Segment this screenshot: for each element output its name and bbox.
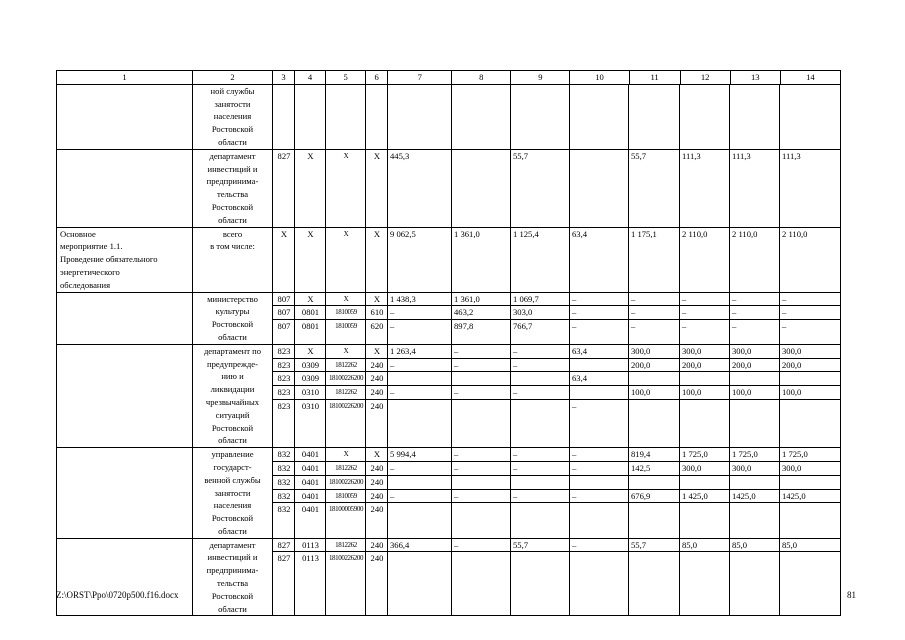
cell-col-5: Х <box>343 229 349 238</box>
cell-col-11: 55,7 <box>631 150 647 161</box>
cell-col-4: Х <box>307 293 314 304</box>
cell-col-4: 0401 <box>295 461 326 475</box>
cell-col-12: 200,0 <box>680 358 730 372</box>
cell-col-12: – <box>680 306 730 320</box>
cell-col-6: Х <box>373 345 381 356</box>
cell-col-11 <box>629 399 680 412</box>
cell-col-12: 1 725,0 <box>682 449 708 460</box>
executor-name-text: департамент инвестиций и предпринима- тельства Ростовской области <box>206 539 259 614</box>
cell-col-3: Х <box>280 228 288 239</box>
cell-col-11 <box>629 552 680 565</box>
cell-col-5: 1812262 <box>326 386 366 400</box>
cell-col-4: 0113 <box>295 552 326 565</box>
cell-col-4 <box>295 85 326 98</box>
budget-line <box>273 489 840 503</box>
column-number-10: 10 <box>570 71 629 85</box>
cell-col-6: 240 <box>366 386 388 400</box>
column-number-7: 7 <box>388 71 452 85</box>
cell-col-5: 1810059 <box>326 489 366 503</box>
cell-col-7 <box>388 552 452 565</box>
cell-col-7: 1 263,4 <box>390 345 416 356</box>
cell-col-14 <box>780 372 840 386</box>
budget-line <box>273 386 840 400</box>
cell-col-6: 240 <box>366 489 388 503</box>
cell-col-12 <box>680 475 730 489</box>
cell-col-4: 0401 <box>295 503 326 516</box>
cell-col-12: 1 425,0 <box>680 489 730 503</box>
cell-col-13 <box>730 475 780 489</box>
cell-col-7 <box>388 503 452 516</box>
cell-col-5: 1812262 <box>326 461 366 475</box>
budget-line <box>273 306 840 320</box>
cell-col-9 <box>511 503 570 516</box>
cell-col-8 <box>452 85 511 98</box>
cell-col-5: 1812262 <box>326 358 366 372</box>
cell-col-7 <box>388 399 452 412</box>
cell-col-8: – <box>454 539 459 550</box>
cell-col-3: 823 <box>273 372 295 386</box>
cell-col-8: – <box>452 461 511 475</box>
cell-col-13: 200,0 <box>730 358 780 372</box>
budget-line <box>273 150 840 163</box>
cell-col-5: 18100005900 <box>326 503 366 516</box>
column-number-row <box>57 71 841 85</box>
cell-col-13 <box>730 399 780 412</box>
cell-col-13 <box>730 503 780 516</box>
document-page <box>56 70 841 616</box>
cell-col-9: 55,7 <box>513 539 529 550</box>
cell-col-9: – <box>511 489 570 503</box>
cell-col-8: 1 361,0 <box>454 293 480 304</box>
cell-col-12: 2 110,0 <box>682 228 708 239</box>
cell-col-14 <box>780 85 840 98</box>
cell-col-14: 300,0 <box>782 345 802 356</box>
column-number-3: 3 <box>273 71 295 85</box>
executor-name <box>193 227 273 292</box>
budget-values <box>273 227 841 292</box>
cell-col-6: 240 <box>366 461 388 475</box>
cell-col-9: – <box>511 386 570 400</box>
cell-col-10 <box>570 358 629 372</box>
cell-col-11 <box>629 372 680 386</box>
cell-col-9: – <box>513 345 518 356</box>
budget-values <box>273 149 841 227</box>
cell-col-14: 111,3 <box>782 150 801 161</box>
cell-col-8 <box>452 372 511 386</box>
cell-col-5: 1812262 <box>335 540 357 549</box>
cell-col-13: – <box>730 320 780 333</box>
cell-col-8 <box>452 150 511 163</box>
budget-values <box>273 292 841 344</box>
executor-name <box>193 538 273 616</box>
cell-col-8: – <box>452 386 511 400</box>
cell-col-13: 2 110,0 <box>732 228 758 239</box>
cell-col-14: 1425,0 <box>780 489 840 503</box>
budget-values <box>273 448 841 539</box>
cell-col-4: 0801 <box>295 306 326 320</box>
executor-name-text: департамент по предупрежде- нию и ликвидации чрезвычайных ситуаций Ростовской области <box>203 345 262 446</box>
cell-col-14: 200,0 <box>780 358 840 372</box>
cell-col-11: – <box>629 306 680 320</box>
cell-col-10: 63,4 <box>572 345 588 356</box>
cell-col-6: Х <box>373 150 381 161</box>
budget-line <box>273 372 840 386</box>
cell-col-13: 111,3 <box>732 150 751 161</box>
cell-col-6 <box>366 85 388 98</box>
cell-col-10: – <box>570 306 629 320</box>
activity-name <box>57 292 193 344</box>
budget-values <box>273 344 841 447</box>
cell-col-12: – <box>680 320 730 333</box>
cell-col-8: 897,8 <box>452 320 511 333</box>
cell-col-10: 63,4 <box>572 228 588 239</box>
column-number-4: 4 <box>295 71 326 85</box>
cell-col-7 <box>388 85 452 98</box>
cell-col-6: Х <box>373 449 381 460</box>
cell-col-11 <box>629 475 680 489</box>
cell-col-6: 240 <box>370 539 384 550</box>
cell-col-7: 1 438,3 <box>390 293 416 304</box>
cell-col-10 <box>570 85 629 98</box>
cell-col-6: 240 <box>366 475 388 489</box>
cell-col-13: 300,0 <box>732 345 752 356</box>
cell-col-12: 100,0 <box>680 386 730 400</box>
budget-line <box>273 475 840 489</box>
budget-line <box>273 461 840 475</box>
cell-col-5: 18100226200 <box>326 475 366 489</box>
table-row <box>57 149 841 227</box>
cell-col-14 <box>780 399 840 412</box>
budget-line <box>273 539 840 552</box>
cell-col-14: 2 110,0 <box>782 228 808 239</box>
cell-col-12: 300,0 <box>682 345 702 356</box>
cell-col-5: 18100226200 <box>326 372 366 386</box>
cell-col-14: 100,0 <box>780 386 840 400</box>
cell-col-14: – <box>780 306 840 320</box>
cell-col-14 <box>780 552 840 565</box>
column-number-9: 9 <box>511 71 570 85</box>
cell-col-3 <box>273 85 295 98</box>
cell-col-9 <box>511 85 570 98</box>
cell-col-10: – <box>570 399 629 412</box>
executor-name <box>193 292 273 344</box>
cell-col-14: 1 725,0 <box>782 449 808 460</box>
budget-table <box>56 70 841 616</box>
cell-col-4: 0401 <box>295 475 326 489</box>
cell-col-8 <box>452 552 511 565</box>
executor-name-text: министерство культуры Ростовской области <box>207 293 258 342</box>
activity-name <box>57 84 193 149</box>
budget-line <box>273 85 840 98</box>
cell-col-3: 832 <box>273 489 295 503</box>
cell-col-3: 827 <box>277 150 291 161</box>
cell-col-9: – <box>513 449 518 460</box>
cell-col-3: 807 <box>277 293 291 304</box>
cell-col-7: 5 994,4 <box>390 449 416 460</box>
activity-name <box>57 149 193 227</box>
cell-col-4: 0310 <box>295 386 326 400</box>
cell-col-11: 142,5 <box>629 461 680 475</box>
cell-col-9: 1 125,4 <box>513 228 539 239</box>
budget-line <box>273 358 840 372</box>
cell-col-10 <box>570 475 629 489</box>
table-row <box>57 448 841 539</box>
cell-col-14 <box>780 475 840 489</box>
cell-col-4: Х <box>307 150 314 161</box>
column-number-1: 1 <box>57 71 193 85</box>
cell-col-9 <box>511 475 570 489</box>
cell-col-9: 55,7 <box>513 150 529 161</box>
page-number: 81 <box>847 590 856 600</box>
cell-col-8: – <box>452 489 511 503</box>
cell-col-10 <box>570 150 629 163</box>
cell-col-13: 100,0 <box>730 386 780 400</box>
cell-col-12: 111,3 <box>682 150 701 161</box>
cell-col-12: 85,0 <box>682 539 698 550</box>
table-row <box>57 227 841 292</box>
cell-col-4: Х <box>307 345 314 356</box>
cell-col-9 <box>511 552 570 565</box>
cell-col-12: 300,0 <box>680 461 730 475</box>
cell-col-5: 1810059 <box>326 306 366 320</box>
cell-col-3: 832 <box>277 449 291 460</box>
cell-col-10: – <box>572 539 577 550</box>
cell-col-12 <box>680 85 730 98</box>
cell-col-3: 832 <box>273 461 295 475</box>
cell-col-5: Х <box>343 151 349 160</box>
cell-col-12: – <box>682 293 687 304</box>
activity-name <box>57 344 193 447</box>
cell-col-7: – <box>388 306 452 320</box>
cell-col-4: 0401 <box>295 489 326 503</box>
cell-col-6: 240 <box>366 372 388 386</box>
cell-col-4: 0801 <box>295 320 326 333</box>
column-number-13: 13 <box>730 71 780 85</box>
column-number-2: 2 <box>193 71 273 85</box>
cell-col-9: 303,0 <box>511 306 570 320</box>
cell-col-7: – <box>388 358 452 372</box>
table-row <box>57 84 841 149</box>
executor-name <box>193 84 273 149</box>
cell-col-4: 0113 <box>302 539 319 550</box>
cell-col-10: – <box>570 461 629 475</box>
cell-col-10 <box>570 386 629 400</box>
cell-col-3: 807 <box>273 320 295 333</box>
cell-col-8 <box>452 503 511 516</box>
budget-line <box>273 345 840 358</box>
cell-col-13: 300,0 <box>730 461 780 475</box>
cell-col-10: – <box>570 320 629 333</box>
executor-name <box>193 149 273 227</box>
cell-col-14: – <box>780 320 840 333</box>
cell-col-13: – <box>730 306 780 320</box>
cell-col-8: 1 361,0 <box>454 228 480 239</box>
cell-col-6: 240 <box>366 399 388 412</box>
budget-line <box>273 503 840 516</box>
budget-line <box>273 320 840 333</box>
cell-col-5: Х <box>343 346 349 355</box>
cell-col-11: 100,0 <box>629 386 680 400</box>
column-number-14: 14 <box>780 71 840 85</box>
executor-name <box>193 344 273 447</box>
cell-col-3: 823 <box>273 386 295 400</box>
cell-col-14: 85,0 <box>782 539 798 550</box>
column-number-6: 6 <box>366 71 388 85</box>
cell-col-13: 85,0 <box>732 539 748 550</box>
cell-col-12 <box>680 399 730 412</box>
table-row <box>57 538 841 616</box>
cell-col-10 <box>570 552 629 565</box>
cell-col-13: 1 725,0 <box>732 449 758 460</box>
cell-col-6: Х <box>373 293 381 304</box>
executor-name-text: управление государст- венной службы занятости населения Ростовской области <box>204 449 261 536</box>
cell-col-6: 620 <box>366 320 388 333</box>
column-number-5: 5 <box>326 71 366 85</box>
cell-col-8: – <box>454 449 459 460</box>
cell-col-10: – <box>570 489 629 503</box>
cell-col-12 <box>680 552 730 565</box>
column-number-11: 11 <box>629 71 680 85</box>
cell-col-6: 610 <box>366 306 388 320</box>
budget-line <box>273 552 840 565</box>
cell-col-8 <box>452 399 511 412</box>
cell-col-13 <box>730 85 780 98</box>
activity-name <box>57 227 193 292</box>
cell-col-11: 819,4 <box>631 449 651 460</box>
activity-name <box>57 448 193 539</box>
cell-col-7: – <box>388 489 452 503</box>
cell-col-4: 0310 <box>295 399 326 412</box>
cell-col-5: 18100226200 <box>326 552 366 565</box>
cell-col-11: – <box>629 320 680 333</box>
cell-col-9: 1 069,7 <box>513 293 539 304</box>
cell-col-3: 823 <box>277 345 291 356</box>
cell-col-7 <box>388 475 452 489</box>
cell-col-13 <box>730 372 780 386</box>
cell-col-5: 18100226200 <box>326 399 366 412</box>
cell-col-3: 827 <box>273 552 295 565</box>
cell-col-8: – <box>452 358 511 372</box>
cell-col-14: – <box>782 293 787 304</box>
cell-col-10: – <box>572 449 577 460</box>
cell-col-11: 300,0 <box>631 345 651 356</box>
cell-col-5: Х <box>343 294 349 303</box>
cell-col-8 <box>452 475 511 489</box>
budget-values <box>273 538 841 616</box>
cell-col-3: 807 <box>273 306 295 320</box>
cell-col-6: 240 <box>366 552 388 565</box>
cell-col-9: 766,7 <box>511 320 570 333</box>
cell-col-11: – <box>631 293 636 304</box>
cell-col-7: – <box>388 320 452 333</box>
executor-name <box>193 448 273 539</box>
column-number-8: 8 <box>452 71 511 85</box>
cell-col-11 <box>629 503 680 516</box>
activity-name-text: Основное мероприятие 1.1. Проведение обязательного энергетического обследования <box>60 228 158 290</box>
cell-col-10 <box>570 503 629 516</box>
cell-col-3: 827 <box>277 539 291 550</box>
cell-col-5 <box>326 85 366 98</box>
cell-col-11 <box>629 85 680 98</box>
cell-col-13 <box>730 552 780 565</box>
cell-col-7: 9 062,5 <box>390 228 416 239</box>
cell-col-12 <box>680 503 730 516</box>
cell-col-13: – <box>732 293 737 304</box>
file-path: Z:\ORST\Ppo\0720p500.f16.docx <box>56 590 179 600</box>
budget-line <box>273 448 840 461</box>
cell-col-3: 823 <box>273 358 295 372</box>
cell-col-7: – <box>388 461 452 475</box>
cell-col-9: – <box>511 461 570 475</box>
table-row <box>57 344 841 447</box>
cell-col-7: – <box>388 386 452 400</box>
cell-col-11: 55,7 <box>631 539 647 550</box>
cell-col-9 <box>511 399 570 412</box>
cell-col-11: 1 175,1 <box>631 228 657 239</box>
cell-col-6: Х <box>373 228 381 239</box>
cell-col-5: 1810059 <box>326 320 366 333</box>
table-row <box>57 292 841 344</box>
cell-col-14 <box>780 503 840 516</box>
column-number-12: 12 <box>680 71 730 85</box>
cell-col-3: 832 <box>273 503 295 516</box>
cell-col-4: 0309 <box>295 372 326 386</box>
executor-name-text: департамент инвестиций и предпринима- тельства Ростовской области <box>206 150 259 225</box>
budget-values <box>273 84 841 149</box>
cell-col-3: 832 <box>273 475 295 489</box>
cell-col-6: 240 <box>366 503 388 516</box>
budget-line <box>273 399 840 412</box>
cell-col-10: – <box>572 293 577 304</box>
cell-col-10: 63,4 <box>570 372 629 386</box>
cell-col-4: 0309 <box>295 358 326 372</box>
budget-line <box>273 228 840 241</box>
activity-name <box>57 538 193 616</box>
cell-col-7: 445,3 <box>390 150 410 161</box>
executor-name-text: ной службы занятости населения Ростовской области <box>210 85 255 147</box>
cell-col-11: 200,0 <box>629 358 680 372</box>
cell-col-9 <box>511 372 570 386</box>
cell-col-8: 463,2 <box>452 306 511 320</box>
executor-name-text: всего в том числе: <box>210 228 255 252</box>
cell-col-12 <box>680 372 730 386</box>
cell-col-3: 823 <box>273 399 295 412</box>
cell-col-8: – <box>454 345 459 356</box>
cell-col-4: 0401 <box>301 449 320 460</box>
cell-col-14: 300,0 <box>780 461 840 475</box>
cell-col-5: Х <box>343 450 349 459</box>
cell-col-7 <box>388 372 452 386</box>
cell-col-6: 240 <box>366 358 388 372</box>
cell-col-9: – <box>511 358 570 372</box>
cell-col-11: 676,9 <box>629 489 680 503</box>
budget-line <box>273 293 840 306</box>
cell-col-13: 1425,0 <box>730 489 780 503</box>
cell-col-4: Х <box>307 228 314 239</box>
cell-col-7: 366,4 <box>390 539 410 550</box>
